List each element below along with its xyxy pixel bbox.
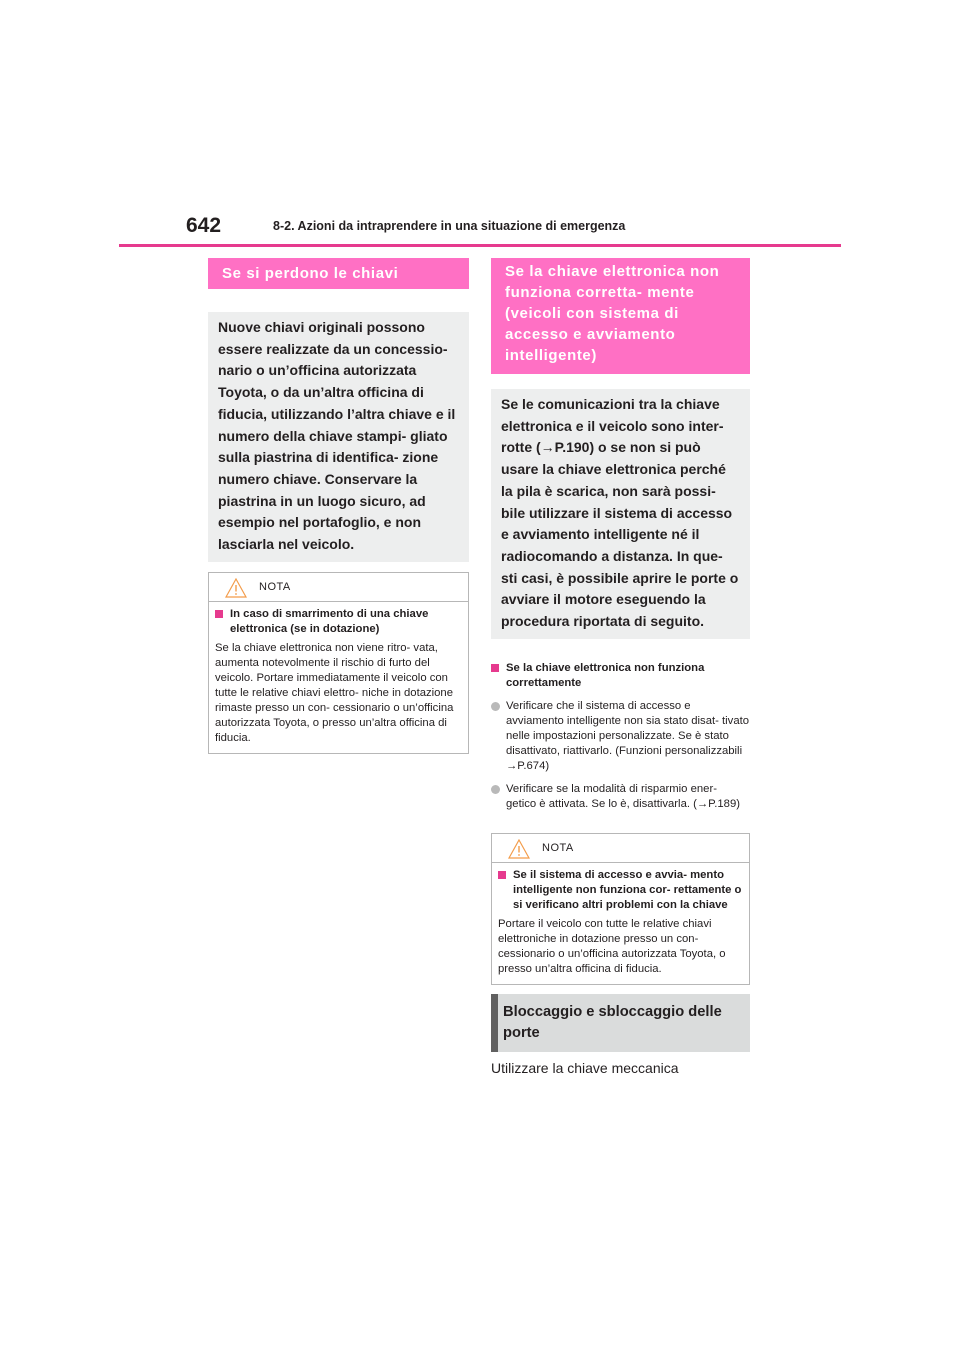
subsection-heading [491, 661, 750, 691]
header-rule [119, 244, 841, 247]
list-item-text: Verificare se la modalità di risparmio ener- getico è attivata. Se lo è, disattivarla. (→P.189) [506, 782, 741, 810]
right-column [491, 258, 750, 1076]
section-title-lost-keys: Se si perdono le chiavi [208, 258, 469, 289]
chapter-title: 8-2. Azioni da intraprendere in una situazione di emergenza [273, 219, 626, 233]
nota-header [209, 573, 468, 602]
nota-box-left [208, 572, 469, 754]
warning-triangle-icon [508, 839, 530, 859]
nota-box-right [491, 833, 750, 985]
nota-text: Portare il veicolo con tutte le relative chiavi elettroniche in dotazione presso un con- cessionario o un’officina autorizzata Toyota, o presso un’altra officina di fiducia. [498, 917, 726, 975]
left-column [208, 258, 469, 754]
section-title-key-malfunction: Se la chiave elettronica non funziona corretta- mente (veicoli con sistema di accesso e avviamento intelligente) [491, 258, 750, 374]
subsection-heading-text: Se la chiave elettronica non funziona correttamente [506, 661, 705, 689]
nota-label: NOTA [259, 580, 291, 593]
warning-triangle-icon [225, 578, 247, 598]
nota-header [492, 834, 749, 863]
bullet-dot-icon [491, 702, 500, 711]
nota-text: Se la chiave elettronica non viene ritro- vata, aumenta notevolmente il rischio di furto del veicolo. Portare immediatamente il veicolo con tutte le relative chiavi elettro- niche in dotazione rimaste presso un con- cessionario o un’officina autorizzata Toyota, o presso un’altra officina di fiducia. [215, 641, 454, 744]
nota-body [492, 863, 749, 984]
page-number: 642 [186, 214, 222, 237]
list-item-text: Verificare che il sistema di accesso e avviamento intelligente non sia stato disat- tivato nelle impostazioni personalizzate. Se è stato disattivato, riattivarlo. (Funzioni personalizzabili →P.674) [506, 699, 750, 772]
key-malfunction-info-box: Se le comunicazioni tra la chiave elettronica e il veicolo sono inter- rotte (→P.190) o se non si può usare la chiave elettronica perché la pila è scarica, non sarà possi- bile utilizzare il sistema di accesso e avviamento intelligente né il radiocomando a distanza. In que- sti casi, è possibile aprire le porte o avviare il motore eseguendo la procedura riportata di seguito. [491, 389, 750, 639]
nota-heading-text: Se il sistema di accesso e avvia- mento intelligente non funziona cor- rettamente o si verificano altri problemi con la chiave [513, 868, 742, 911]
bullet-dot-icon [491, 785, 500, 794]
square-bullet-icon [498, 871, 506, 879]
list-item [491, 699, 750, 774]
list-item [491, 782, 750, 812]
square-bullet-icon [491, 664, 499, 672]
section-title-lock-unlock: Bloccaggio e sbloccaggio delle porte [491, 994, 750, 1052]
nota-body [209, 602, 468, 753]
nota-heading [215, 607, 461, 637]
square-bullet-icon [215, 610, 223, 618]
nota-heading [498, 868, 742, 913]
lock-unlock-text: Utilizzare la chiave meccanica [491, 1059, 679, 1076]
nota-heading-text: In caso di smarrimento di una chiave elettronica (se in dotazione) [230, 607, 429, 635]
nota-label: NOTA [542, 841, 574, 854]
lost-keys-info-box: Nuove chiavi originali possono essere realizzate da un concessio- nario o un’officina autorizzata Toyota, o da un’altra officina di fiducia, utilizzando l’altra chiave e il numero della chiave stampi- gliato sulla piastrina di identifica- zione numero chiave. Conservare la piastrina in un luogo sicuro, ad esempio nel portafoglio, e non lasciarla nel veicolo. [208, 312, 469, 562]
